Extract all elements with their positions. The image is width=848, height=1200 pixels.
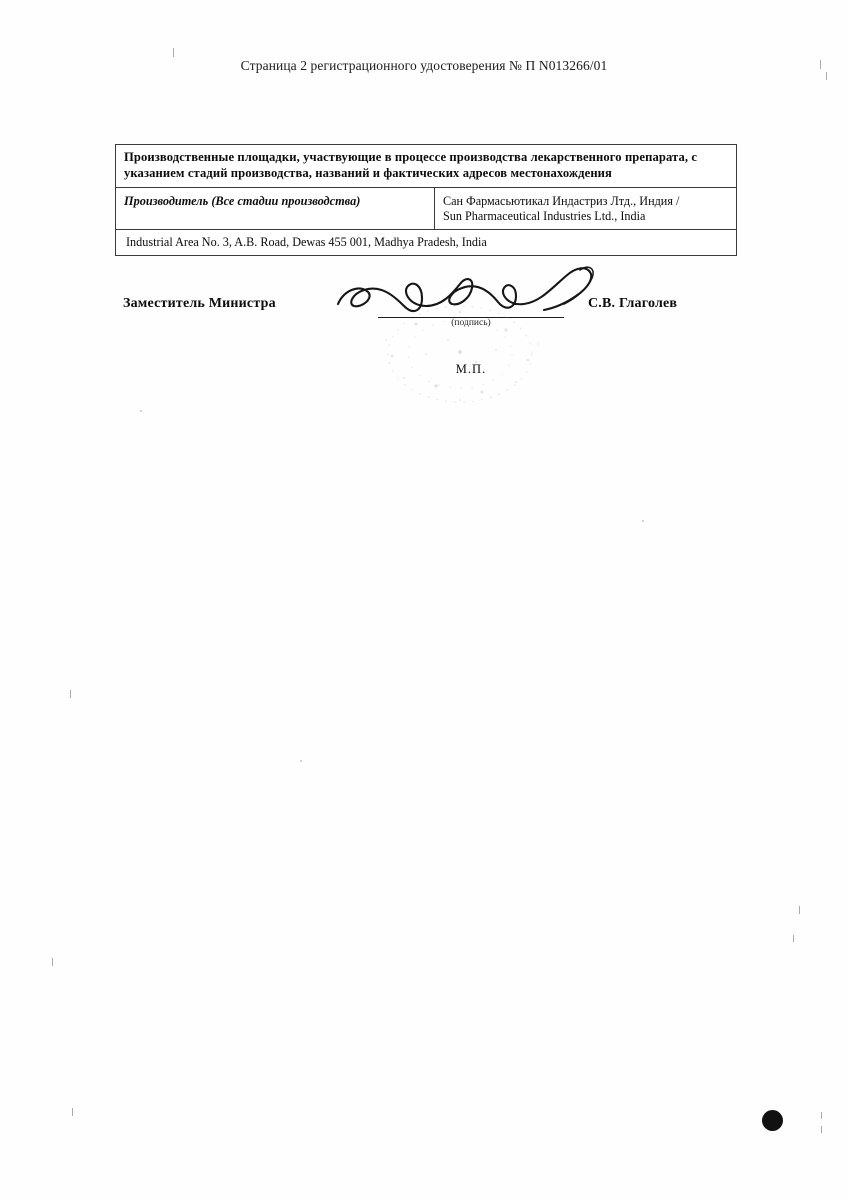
table-title-cell: Производственные площадки, участвующие в процессе производства лекарственного препарата, с указанием стадий производства, названий и фактических адресов местонахождения — [124, 150, 698, 180]
table-row-address — [116, 230, 736, 255]
manufacturer-label-cell: Производитель (Все стадии производства) — [116, 188, 435, 229]
manufacturer-name-cell — [435, 188, 736, 229]
signature-caption: (подпись) — [451, 318, 491, 328]
manufacturing-sites-table — [115, 144, 737, 256]
signer-name: С.В. Глаголев — [588, 296, 678, 311]
signer-position: Заместитель Министра — [123, 296, 276, 311]
manufacturer-address-cell: Industrial Area No. 3, A.B. Road, Dewas 455 001, Madhya Pradesh, India — [126, 234, 487, 249]
table-row-title — [116, 145, 736, 188]
seal-mark-label: М.П. — [455, 362, 487, 376]
manufacturer-name-ru: Сан Фармасьютикал Индастриз Лтд., Индия / — [442, 194, 680, 209]
scan-black-dot — [762, 1110, 783, 1131]
signature-block — [0, 296, 848, 376]
page-header-text: Страница 2 регистрационного удостоверения № П N013266/01 — [240, 58, 608, 73]
table-row-manufacturer — [116, 188, 736, 230]
manufacturer-name-en: Sun Pharmaceutical Industries Ltd., India — [442, 209, 646, 224]
